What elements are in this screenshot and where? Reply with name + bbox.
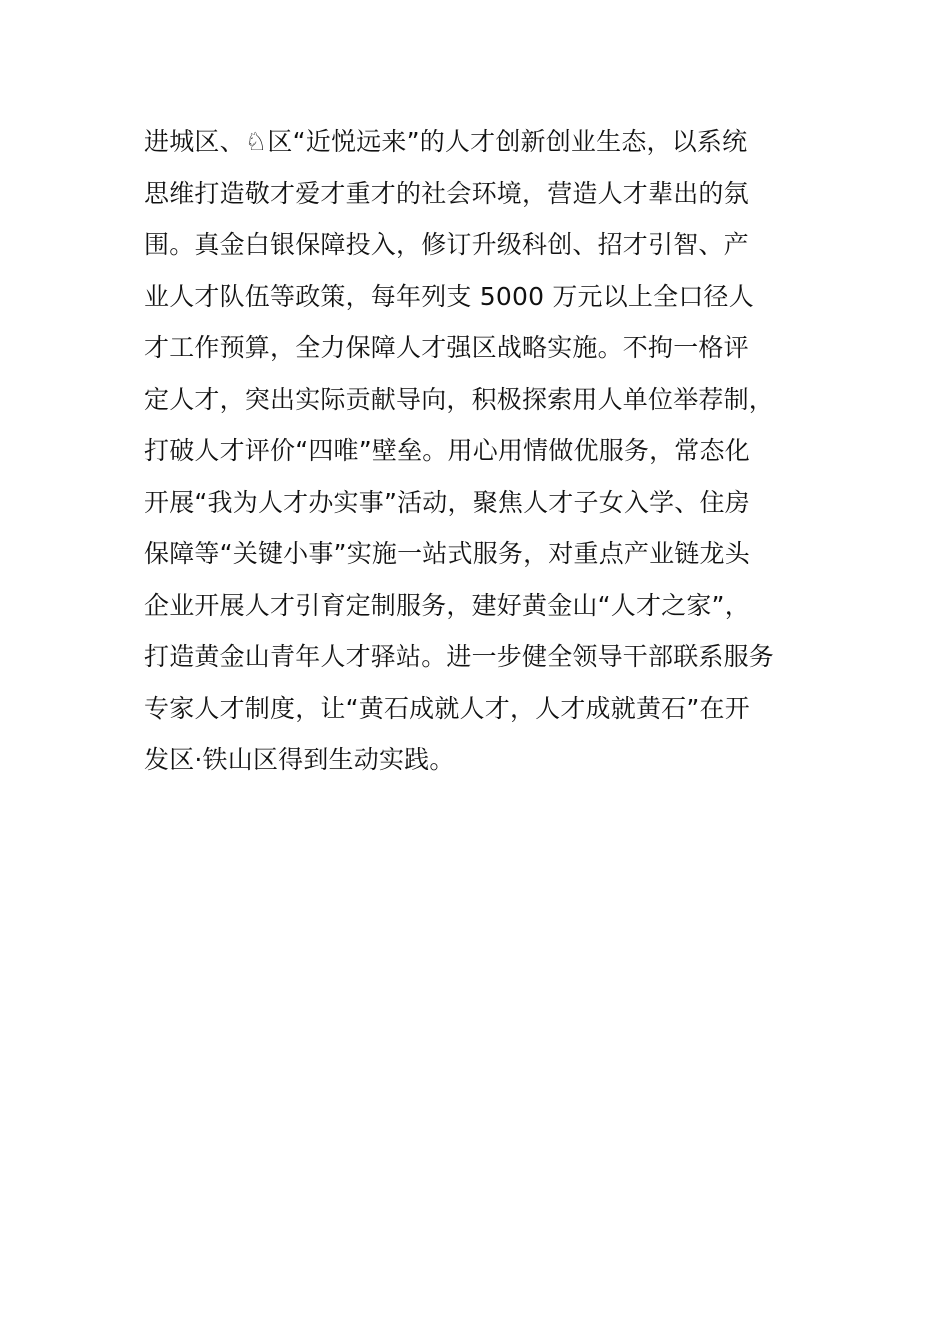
paragraph-line: 围。真金白银保障投入，修订升级科创、招才引智、产 — [144, 230, 749, 259]
paragraph-line: 发区·铁山区得到生动实践。 — [144, 745, 455, 774]
body-paragraph — [144, 116, 824, 786]
paragraph-line: 思维打造敬才爱才重才的社会环境，营造人才辈出的氛 — [144, 178, 749, 208]
paragraph-line: 业人才队伍等政策，每年列支 5000 万元以上全口径人 — [144, 281, 754, 311]
paragraph-line: 打造黄金山青年人才驿站。进一步健全领导干部联系服务 — [144, 642, 775, 671]
paragraph-line: 企业开展人才引育定制服务，建好黄金山“人才之家”， — [144, 590, 750, 620]
paragraph-line: 开展“我为人才办实事”活动，聚焦人才子女入学、住房 — [144, 487, 750, 517]
paragraph-line: 定人才，突出实际贡献导向，积极探索用人单位举荐制， — [144, 384, 775, 414]
paragraph-line: 才工作预算，全力保障人才强区战略实施。不拘一格评 — [144, 333, 749, 362]
paragraph-line: 进城区、♘区“近悦远来”的人才创新创业生态，以系统 — [144, 127, 748, 156]
paragraph-line: 打破人才评价“四唯”壁垒。用心用情做优服务，常态化 — [144, 436, 750, 465]
paragraph-line: 保障等“关键小事”实施一站式服务，对重点产业链龙头 — [144, 539, 750, 568]
paragraph-line: 专家人才制度，让“黄石成就人才，人才成就黄石”在开 — [144, 693, 750, 723]
